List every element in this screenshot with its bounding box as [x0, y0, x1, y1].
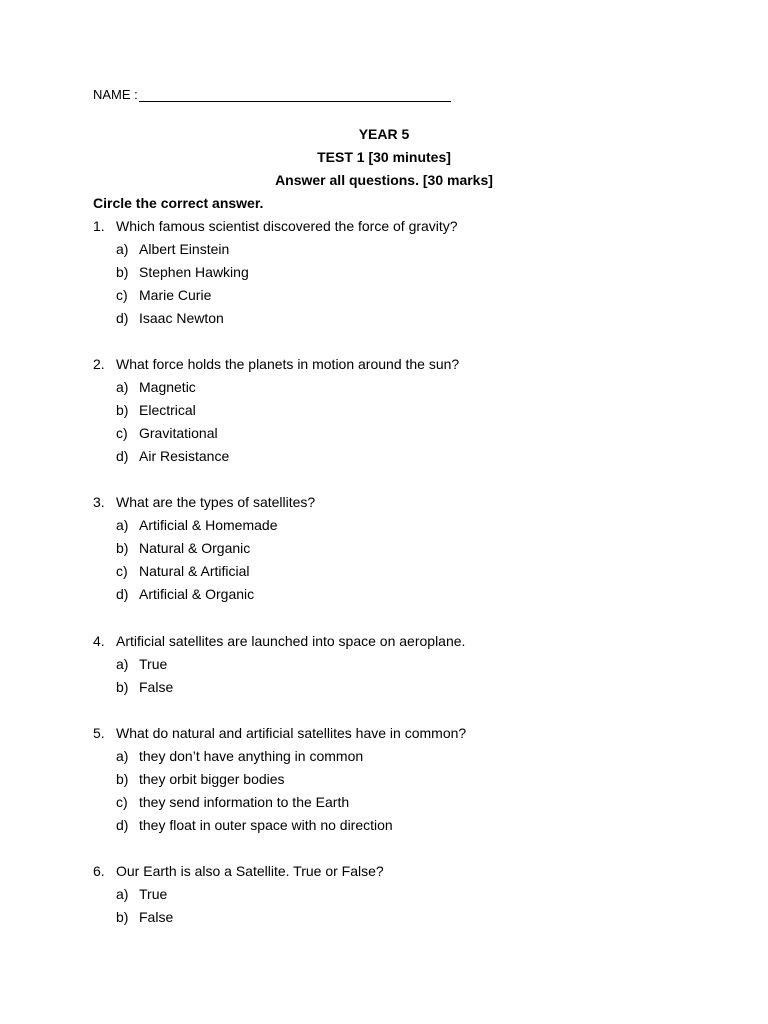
option-letter: c)	[116, 425, 128, 441]
option-b	[93, 909, 384, 932]
question-text: Which famous scientist discovered the force of gravity?	[116, 218, 458, 234]
option-b	[93, 402, 459, 425]
question-number: 1.	[93, 218, 105, 234]
test-heading: TEST 1 [30 minutes]	[317, 149, 451, 165]
option-letter: b)	[116, 540, 129, 556]
option-text: Marie Curie	[139, 287, 212, 303]
option-text: Stephen Hawking	[139, 264, 249, 280]
option-letter: b)	[116, 679, 129, 695]
option-letter: a)	[116, 656, 129, 672]
option-text: False	[139, 679, 174, 695]
option-letter: d)	[116, 586, 129, 602]
option-a	[93, 379, 459, 402]
question-5	[93, 725, 466, 840]
question-text: Our Earth is also a Satellite. True or False?	[116, 863, 384, 879]
question-number: 2.	[93, 356, 105, 372]
question-2	[93, 356, 459, 471]
name-label: NAME :	[93, 87, 138, 102]
option-text: Isaac Newton	[139, 310, 224, 326]
option-letter: c)	[116, 287, 128, 303]
option-letter: c)	[116, 794, 128, 810]
question-text: What force holds the planets in motion around the sun?	[116, 356, 460, 372]
option-text: Electrical	[139, 402, 196, 418]
option-text: Gravitational	[139, 425, 218, 441]
option-text: they don’t have anything in common	[139, 748, 364, 764]
question-6	[93, 863, 384, 932]
question-text: Artificial satellites are launched into space on aeroplane.	[116, 633, 466, 649]
option-d	[93, 310, 458, 333]
year-heading: YEAR 5	[358, 126, 410, 142]
option-text: Artificial & Organic	[139, 586, 255, 602]
option-text: True	[139, 886, 168, 902]
option-d	[93, 586, 315, 609]
option-c	[93, 563, 315, 586]
option-letter: b)	[116, 264, 129, 280]
question-number: 5.	[93, 725, 105, 741]
option-c	[93, 425, 459, 448]
option-letter: d)	[116, 448, 129, 464]
option-a	[93, 241, 458, 264]
option-text: they float in outer space with no direction	[139, 817, 393, 833]
option-text: False	[139, 909, 174, 925]
option-letter: a)	[116, 748, 129, 764]
question-number: 3.	[93, 494, 105, 510]
option-b	[93, 771, 466, 794]
instructions-heading: Answer all questions. [30 marks]	[275, 172, 493, 188]
question-1	[93, 218, 458, 333]
question-text: What do natural and artificial satellites have in common?	[116, 725, 467, 741]
option-a	[93, 656, 465, 679]
option-text: Natural & Artificial	[139, 563, 250, 579]
option-text: Artificial & Homemade	[139, 517, 278, 533]
option-letter: c)	[116, 563, 128, 579]
option-text: True	[139, 656, 168, 672]
option-letter: b)	[116, 402, 129, 418]
option-letter: b)	[116, 909, 129, 925]
option-a	[93, 886, 384, 909]
question-3	[93, 494, 315, 609]
option-b	[93, 264, 458, 287]
option-a	[93, 517, 315, 540]
option-c	[93, 794, 466, 817]
option-text: they send information to the Earth	[139, 794, 350, 810]
option-b	[93, 679, 465, 702]
option-text: Magnetic	[139, 379, 196, 395]
option-a	[93, 748, 466, 771]
question-number: 6.	[93, 863, 105, 879]
option-d	[93, 448, 459, 471]
option-letter: a)	[116, 241, 129, 257]
option-letter: a)	[116, 886, 129, 902]
option-letter: b)	[116, 771, 129, 787]
question-number: 4.	[93, 633, 105, 649]
option-letter: a)	[116, 517, 129, 533]
question-text: What are the types of satellites?	[116, 494, 316, 510]
option-text: they orbit bigger bodies	[139, 771, 285, 787]
option-text: Natural & Organic	[139, 540, 251, 556]
circle-instruction: Circle the correct answer.	[93, 195, 264, 211]
option-letter: d)	[116, 817, 129, 833]
option-b	[93, 540, 315, 563]
option-text: Air Resistance	[139, 448, 230, 464]
option-letter: a)	[116, 379, 129, 395]
option-c	[93, 287, 458, 310]
option-text: Albert Einstein	[139, 241, 230, 257]
option-letter: d)	[116, 310, 129, 326]
option-d	[93, 817, 466, 840]
name-field	[93, 87, 451, 102]
question-4	[93, 633, 465, 702]
name-blank-line	[139, 89, 451, 102]
